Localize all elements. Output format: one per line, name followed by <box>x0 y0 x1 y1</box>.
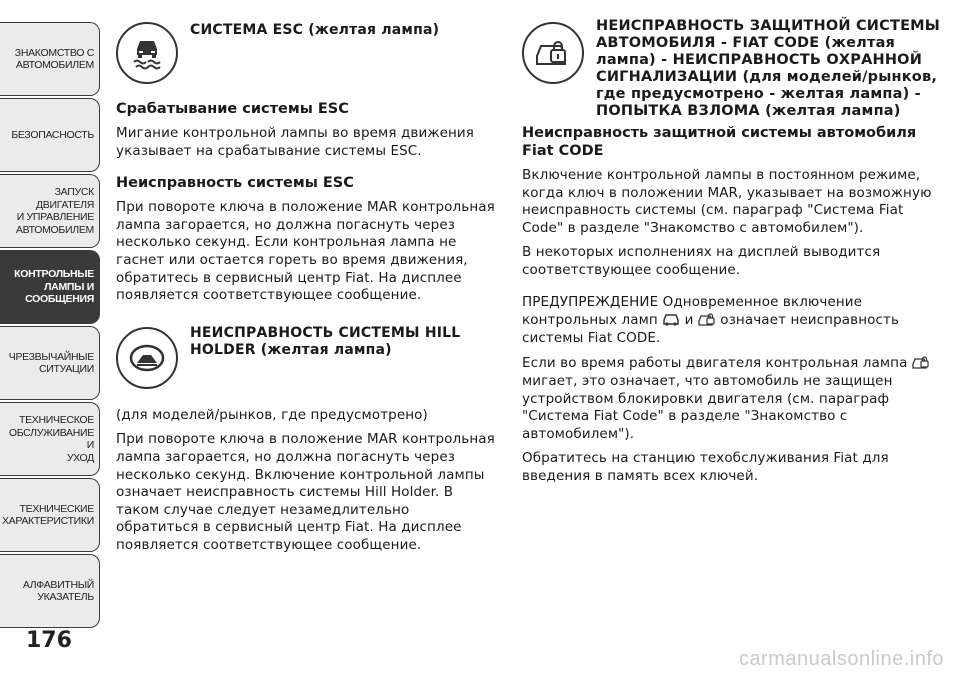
esc-section-header <box>116 18 496 84</box>
fiat-code-blinking-text: Если во время работы двигателя контрольная лампа мигает, это означает, что автомобиль не защищен устройством блокировки двигателя (см. параграф "Система Fiat Code" в разделе "Знакомство с автомобилем"). <box>522 354 942 443</box>
fiat-code-display-text: В некоторых исполнениях на дисплей выводится соответствующее сообщение. <box>522 244 881 278</box>
esc-activation-text: Мигание контрольной лампы во время движения указывает на срабатывание системы ESC. <box>116 125 475 159</box>
tab-introduction[interactable]: ЗНАКОМСТВО С АВТОМОБИЛЕМ <box>0 22 100 96</box>
hill-holder-availability: (для моделей/рынков, где предусмотрено) <box>116 406 428 423</box>
car-lock-icon <box>698 311 716 327</box>
tab-emergencies[interactable]: ЧРЕЗВЫЧАЙНЫЕ СИТУАЦИИ <box>0 326 100 400</box>
car-key-icon <box>662 311 680 327</box>
fiat-code-fault-text: Включение контрольной лампы в постоянном режиме, когда ключ в положении MAR, указывает на возможную неисправность системы (см. параграф "Система Fiat Code" в разделе "Знакомство с автомобилем"). <box>522 167 932 236</box>
fiat-code-title: НЕИСПРАВНОСТЬ ЗАЩИТНОЙ СИСТЕМЫ АВТОМОБИЛЯ - FIAT CODE (желтая лампа) - НЕИСПРАВНОСТЬ ОХРАННОЙ СИГНАЛИЗАЦИИ (для моделей/рынков, где предусмотрено - желтая лампа) - ПОПЫТКА ВЗЛОМА (желтая лампа) <box>596 18 941 119</box>
watermark: carmanualsonline.info <box>738 648 944 670</box>
right-column <box>522 18 942 486</box>
fiat-code-fault-heading: Неисправность защитной системы автомобиля Fiat CODE <box>522 125 917 159</box>
fiat-code-lamp-icon <box>522 22 584 84</box>
esc-title: СИСТЕМА ESC (желтая лампа) <box>190 22 440 38</box>
page-number: 176 <box>26 628 72 653</box>
hill-holder-text: При повороте ключа в положение MAR контрольная лампа загорается, но должна погаснуть через несколько секунд. Включение контрольной лампы означает неисправность системы Hill Holder. В таком случае следует незамедлительно обратиться в сервисный центр Fiat. На дисплее появляется соответствующее сообщение. <box>116 431 495 553</box>
hill-holder-title: НЕИСПРАВНОСТЬ СИСТЕМЫ HILL HOLDER (желтая лампа) <box>190 324 461 358</box>
tab-maintenance[interactable]: ТЕХНИЧЕСКОЕ ОБСЛУЖИВАНИЕ И УХОД <box>0 402 100 476</box>
left-column <box>116 18 496 555</box>
fiat-code-section-header <box>522 18 942 120</box>
hill-holder-lamp-icon <box>116 327 178 389</box>
tab-warning-lights[interactable]: КОНТРОЛЬНЫЕ ЛАМПЫ И СООБЩЕНИЯ <box>0 250 100 324</box>
esc-activation-heading: Срабатывание системы ESC <box>116 101 349 117</box>
tab-index[interactable]: АЛФАВИТНЫЙ УКАЗАТЕЛЬ <box>0 554 100 628</box>
tab-safety[interactable]: БЕЗОПАСНОСТЬ <box>0 98 100 172</box>
fiat-code-warning-text: ПРЕДУПРЕЖДЕНИЕ Одновременное включение контрольных ламп и означает неисправность системы Fiat CODE. <box>522 293 900 346</box>
tab-starting-driving[interactable]: ЗАПУСК ДВИГАТЕЛЯ И УПРАВЛЕНИЕ АВТОМОБИЛЕМ <box>0 174 100 248</box>
fiat-code-service-text: Обратитесь на станцию техобслуживания Fiat для введения в память всех ключей. <box>522 450 889 484</box>
esc-fault-text: При повороте ключа в положение MAR контрольная лампа загорается, но должна погаснуть через несколько секунд. Если контрольная лампа не гаснет или остается гореть во время движения, обратитесь в сервисный центр Fiat. На дисплее появляется соответствующее сообщение. <box>116 199 495 304</box>
esc-lamp-icon <box>116 22 178 84</box>
car-lock-icon <box>912 354 930 370</box>
esc-fault-heading: Неисправность системы ESC <box>116 175 354 192</box>
tab-technical-specs[interactable]: ТЕХНИЧЕСКИЕ ХАРАКТЕРИСТИКИ <box>0 478 100 552</box>
hill-holder-section-header <box>116 323 496 389</box>
